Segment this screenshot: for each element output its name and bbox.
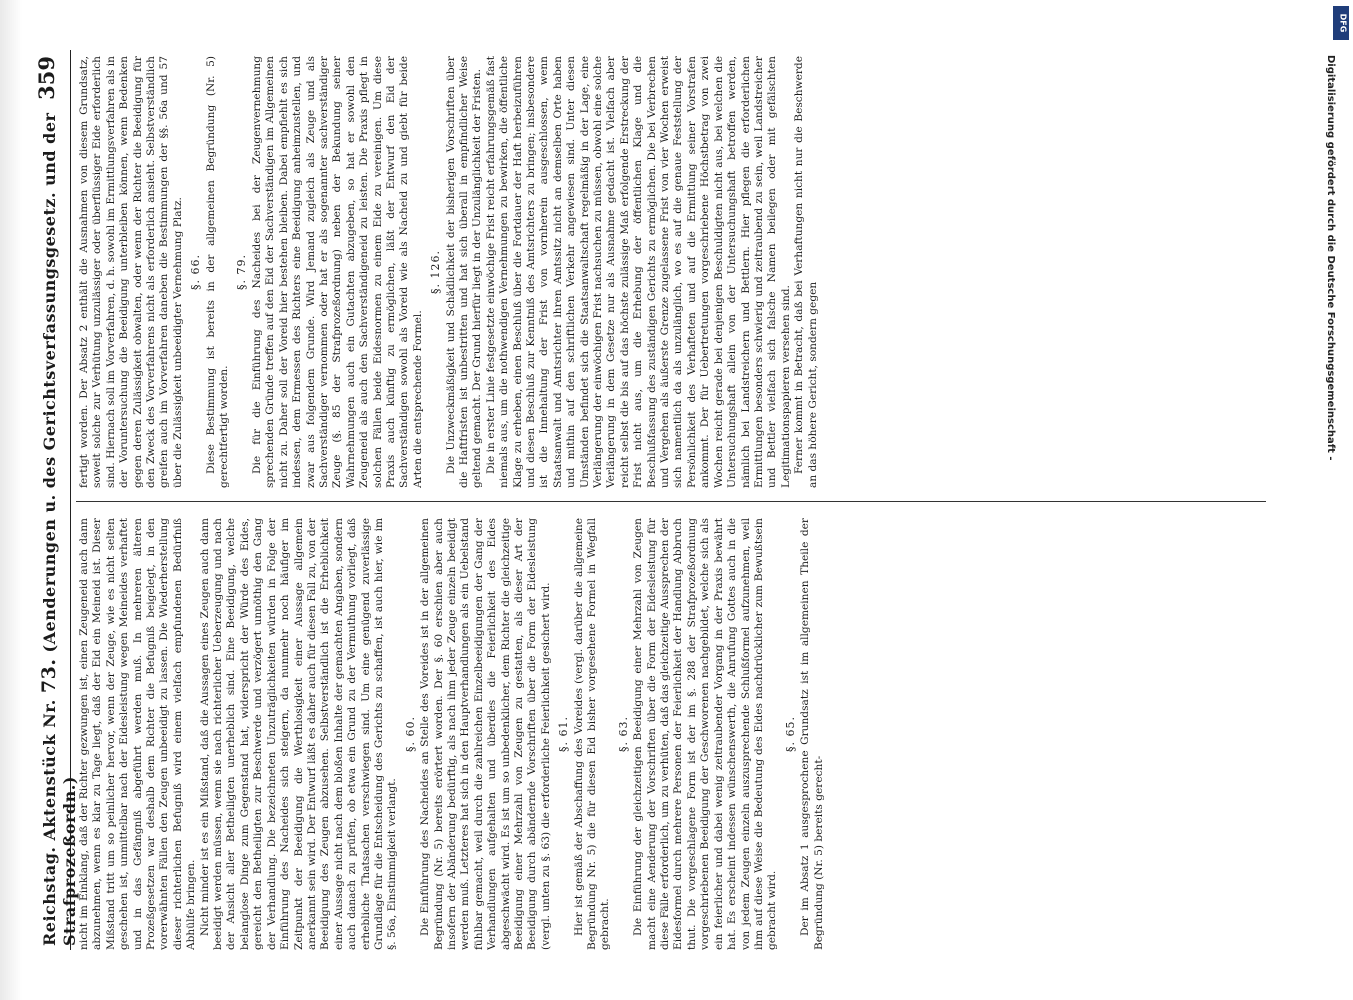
header-subject: (Aenderungen u. des Gerichtsverfassungsgesetz. und der Strafprozeßordn.) <box>40 112 79 946</box>
dfg-logo <box>1333 6 1349 40</box>
paragraph: Die Unzweckmäßigkeit und Schädlichkeit der bisherigen Vorschriften über die Haftfristen ist unbestritten und hat sich überall in empfindlicher Weise geltend gemacht. Der Grund hierfür liegt in der Unzulänglichkeit der Fristen. <box>444 56 484 488</box>
paragraph: nicht im Einklang, daß der Richter gezwungen ist, einen Zeugeneid auch dann abzunehmen, wenn es klar zu Tage liegt, daß der Eid ein Meineid ist. Dieser Mißstand tritt um so peinlicher hervor, wenn der Zeuge, wie es nicht selten geschehen ist, unmittelbar nach der Eidesleistung wegen Meineides verhaftet und in das Gefängniß abgeführt werden muß. In mehreren älteren Prozeßgesetzen war deshalb dem Richter die Befugniß beigelegt, in den vorerwähnten Fällen den Zeugen unbeeidigt zu lassen. Die Wiederherstellung dieser richterlichen Befugniß wird einem vielfach empfundenen Bedürfniß Abhülfe bringen. <box>78 518 198 950</box>
section-heading: §. 60. <box>403 716 417 752</box>
paragraph: Die für die Einführung des Nacheides bei der Zeugenvernehmung sprechenden Gründe treffen auf den Eid der Sachverständigen im Allgemeinen nicht zu. Daher soll der Voreid hier bestehen bleiben. Dabei empfiehlt es sich indessen, dem Ermessen des Richters eine Beeidigung anheimzustellen, und zwar aus folgendem Grunde. Wird Jemand zugleich als Zeuge und als Sachverständiger vernommen oder hat er als sogenannter sachverständiger Zeuge (§. 85 der Strafprozeßordnung) neben der Bekundung seiner Wahrnehmungen auch ein Gutachten abzugeben, so hat er sowohl den Zeugeneid als auch den Sachverständigeneid zu leisten. Die Praxis pflegt in solchen Fällen beide Eidesnormen zu einem Eide zu vereinigen. Um diese Praxis auch künftig zu ermöglichen, läßt der Entwurf den Eid der Sachverständigen sowohl als Voreid wie als Nacheid zu und giebt für beide Arten die entsprechende Formel. <box>250 56 424 488</box>
column-divider <box>76 501 1266 502</box>
header-left-label: Reichstag. Aktenstück Nr. <box>40 699 59 946</box>
header-document-number: 73. <box>38 658 60 694</box>
section-heading: §. 61. <box>557 716 571 752</box>
header-title <box>38 50 79 946</box>
section-heading: §. 126. <box>429 250 443 294</box>
paragraph: Die Einführung des Nacheides an Stelle des Voreides ist in der allgemeinen Begründung (Nr. 5) bereits erörtert worden. Der §. 60 erschien aber auch insofern der Abänderung bedürftig, als nach ihm jeder Zeuge einzeln beeidigt werden muß. Letzteres hat sich in den Hauptverhandlungen als ein Uebelstand fühlbar gemacht, weil durch die zahlreichen Einzelbeeidigungen der Gang der Verhandlungen aufgehalten und überdies die Feierlichkeit des Eides abgeschwächt wird. Es ist um so unbedenklicher, dem Richter die gleichzeitige Beeidigung einer Mehrzahl von Zeugen zu gestatten, als dieser Art der Beeidigung durch abändernde Vorschriften über die Form der Eidesleistung (vergl. unten zu §. 63) die erforderliche Feierlichkeit gesichert wird. <box>419 518 552 950</box>
section-heading: §. 79. <box>235 254 249 290</box>
rotated-document-page <box>32 50 1272 950</box>
paragraph: Die in erster Linie festgesetzte einwöchige Frist reicht erfahrungsgemäß fast niemals aus, um die nothwendigen Vernehmungen zu bewirken, die öffentliche Klage zu erheben, einen Beschluß über die Fortdauer der Haft herbeizuführen und diesen Beschluß zur Kenntniß des Amtsrichters zu bringen; insbesondere ist die Innehaltung der Frist von vornherein ausgeschlossen, wenn Staatsanwalt und Amtsrichter ihren Amtssitz nicht an demselben Orte haben und mithin auf den schriftlichen Verkehr angewiesen sind. Unter diesen Umständen befindet sich die Staatsanwaltschaft regelmäßig in der Lage, eine Verlängerung der einwöchigen Frist nachsuchen zu müssen, obwohl eine solche Verlängerung in dem Gesetze nur als Ausnahme gedacht ist. Vielfach aber reicht selbst die bis auf das höchste zulässige Maß erfolgende Erstreckung der Frist nicht aus, um die Erhebung der öffentlichen Klage und die Beschlußfassung des zuständigen Gerichts zu ermöglichen. Die bei Verbrechen und Vergehen als äußerste Grenze zugelassene Frist von vier Wochen erweist sich namentlich da als unzulänglich, wo es auf die genaue Feststellung der Persönlichkeit des Verhafteten und auf die Ermittlung seiner Vorstrafen ankommt. Der für Uebertretungen vorgeschriebene Höchstbetrag von zwei Wochen reicht gerade bei denjenigen Beschuldigten nicht aus, bei welchen die Untersuchungshaft allein von der Untersuchungshaft betroffen werden, nämlich bei Landstreichern und Bettlern. Hier pflegen die erforderlichen Ermittlungen besonders schwierig und zeitraubend zu sein, weil Landstreicher und Bettler vielfach sich falsche Namen beilegen oder mit gefälschten Legitimationspapieren versehen sind. <box>484 56 792 488</box>
paragraph: Diese Bestimmung ist bereits in der allgemeinen Begründung (Nr. 5) gerechtfertigt worden. <box>204 56 231 488</box>
scan-edge-shadow <box>0 0 22 1000</box>
section-heading: §. 63. <box>616 716 630 752</box>
section-heading: §. 65. <box>783 716 797 752</box>
page-number: 359 <box>34 56 59 100</box>
text-column-left <box>78 518 1266 950</box>
text-column-right <box>78 56 1266 488</box>
paragraph: Die Einführung der gleichzeitigen Beeidigung einer Mehrzahl von Zeugen macht eine Aenderung der Vorschriften über die Form der Eidesleistung für diese Fälle erforderlich, um zu verhüten, daß das gleichzeitige Aussprechen der Eidesformel durch mehrere Personen der Feierlichkeit der Handlung Abbruch thut. Die vorgeschlagene Form ist der im §. 288 der Strafprozeßordnung vorgeschriebenen Beeidigung der Geschworenen nachgebildet, welche sich als ein feierlicher und dabei wenig zeitraubender Vorgang in der Praxis bewährt hat. Es erscheint indessen wünschenswerth, die Anrufung Gottes auch in die von jedem Zeugen einzeln auszusprechende Schlußformel aufzunehmen, weil ihm auf diese Weise die Bedeutung des Eides nachdrücklicher zum Bewußtsein gebracht wird. <box>632 518 779 950</box>
digitization-note-text: Digitalisierung gefördert durch die Deutsche Forschungsgemeinschaft - <box>1325 55 1336 461</box>
paragraph: Nicht minder ist es ein Mißstand, daß die Aussagen eines Zeugen auch dann beeidigt werden müssen, wenn sie nach richterlicher Ueberzeugung und nach der Ansicht aller Betheiligten unerheblich sind. Eine Beeidigung, welche belanglose Dinge zum Gegenstand hat, widerspricht der Würde des Eides, gereicht den Betheiligten zur Beschwerde und verzögert unnöthig den Gang der Verhandlung. Die bezeichneten Unzuträglichkeiten würden in Folge der Einführung des Nacheides sich steigern, da nunmehr noch häufiger im Zeitpunkt der Beeidigung die Werthlosigkeit einer Aussage allgemein anerkannt sein wird. Der Entwurf läßt es daher auch für diesen Fall zu, von der Beeidigung des Zeugen abzusehen. Selbstverständlich ist die Erheblichkeit einer Aussage nicht nach dem bloßen Inhalte der gemachten Angaben, sondern auch danach zu prüfen, ob etwa ein Grund zu der Vermuthung vorliegt, daß erhebliche Thatsachen verschwiegen sind. Um eine genügend zuverlässige Grundlage für die Entscheidung des Gerichts zu schaffen, ist auch hier, wie im §. 56a, Einstimmigkeit verlangt. <box>198 518 399 950</box>
paragraph: Ferner kommt in Betracht, daß bei Verhaftungen nicht nur die Beschwerde an das höhere Gericht, sondern gegen <box>793 56 819 488</box>
running-header <box>32 50 79 950</box>
paragraph: fertigt worden. Der Absatz 2 enthält die Ausnahmen von diesem Grundsatz, soweit solche zur Verhütung unzulässiger oder überflüssiger Eide erforderlich sind. Hiernach soll im Vorverfahren, d. h. sowohl im Ermittlungsverfahren als in der Voruntersuchung die Beeidigung unterbleiben können, wenn Bedenken gegen deren Zulässigkeit obwalten, oder wenn der Richter die Beeidigung für den Zweck des Vorverfahrens nicht als erforderlich ansieht. Selbstverständlich greifen auch im Vorverfahren daneben die Bestimmungen der §§. 56a und 57 über die Zulässigkeit unbeeidigter Vernehmung Platz. <box>78 56 184 488</box>
dfg-logo-text: DFG <box>1338 13 1348 33</box>
digitization-credit <box>1305 40 1353 1000</box>
paragraph: Hier ist gemäß der Abschaffung des Voreides (vergl. darüber die allgemeine Begründung Nr. 5) die für diesen Eid bisher vorgesehene Formel in Wegfall gebracht. <box>572 518 612 950</box>
paragraph: Der im Absatz 1 ausgesprochene Grundsatz ist im allgemeinen Theile der Begründung (Nr. 5) bereits gerecht- <box>799 518 825 950</box>
section-heading: §. 66. <box>189 254 203 290</box>
